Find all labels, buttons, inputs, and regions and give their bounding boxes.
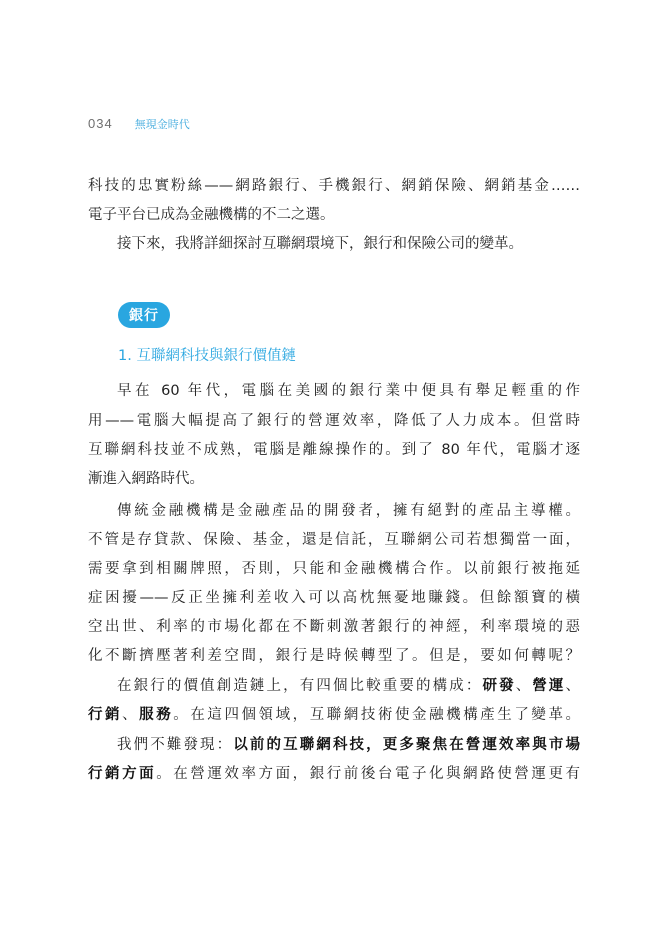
p4-line-2 — [88, 760, 580, 790]
p3-line-2-text: 。在這四個領域，互聯網技術使金融機構產生了變革。 — [173, 707, 580, 723]
section-subheading: 1. 互聯網科技與銀行價值鏈 — [118, 348, 296, 364]
p2-line-1: 傳統金融機構是金融產品的開發者，擁有絕對的產品主導權。 — [117, 503, 580, 519]
p3-separator-3: 、 — [122, 707, 140, 723]
p2-line-5: 空出世、利率的市場化都在不斷刺激著銀行的神經，利率環境的惡 — [88, 619, 580, 635]
p3-separator-2: 、 — [565, 678, 580, 694]
section-badge-label: 銀行 — [129, 308, 159, 324]
p4-line-1-text: 我們不難發現： — [117, 737, 234, 753]
p3-line-2 — [88, 701, 580, 731]
p1-line-2: 用——電腦大幅提高了銀行的營運效率，降低了人力成本。但當時 — [88, 413, 580, 429]
p1-line-3: 互聯網科技並不成熟，電腦是離線操作的。到了 80 年代，電腦才逐 — [88, 442, 580, 458]
p1-line-1: 早在 60 年代，電腦在美國的銀行業中便具有舉足輕重的作 — [117, 383, 580, 399]
p3-bold-operations: 營運 — [532, 678, 566, 694]
page-number: 034 — [88, 116, 113, 131]
p3-line-1 — [88, 672, 580, 702]
p2-line-4: 症困擾——反正坐擁利差收入可以高枕無憂地賺錢。但餘額寶的橫 — [88, 590, 580, 606]
p4-bold-1: 以前的互聯網科技，更多聚焦在營運效率與市場 — [233, 737, 580, 753]
p1-line-4: 漸進入網路時代。 — [88, 471, 204, 487]
intro-line-1: 科技的忠實粉絲——網路銀行、手機銀行、網銷保險、網銷基金…… — [88, 178, 580, 194]
p2-line-3: 需要拿到相關牌照，否則，只能和金融機構合作。以前銀行被拖延 — [88, 561, 580, 577]
intro-line-2: 電子平台已成為金融機構的不二之選。 — [88, 207, 335, 223]
p2-line-6: 化不斷擠壓著利差空間，銀行是時候轉型了。但是，要如何轉呢？ — [88, 648, 580, 664]
intro-next-paragraph: 接下來，我將詳細探討互聯網環境下，銀行和保險公司的變革。 — [117, 236, 523, 252]
p2-line-2: 不管是存貸款、保險、基金，還是信託，互聯網公司若想獨當一面， — [88, 532, 580, 548]
page-header — [88, 116, 190, 136]
p3-bold-marketing: 行銷 — [88, 707, 123, 723]
p3-separator-1: 、 — [515, 678, 533, 694]
p3-line-1-text: 在銀行的價值創造鏈上，有四個比較重要的構成： — [117, 678, 483, 694]
section-badge-bank — [118, 302, 170, 328]
p3-bold-service: 服務 — [139, 707, 174, 723]
p3-bold-research: 研發 — [482, 678, 516, 694]
p4-line-2-text: 。在營運效率方面，銀行前後台電子化與網路使營運更有 — [156, 766, 580, 782]
p4-line-1 — [88, 731, 580, 761]
p4-bold-2: 行銷方面 — [88, 766, 157, 782]
running-title: 無現金時代 — [134, 118, 190, 131]
